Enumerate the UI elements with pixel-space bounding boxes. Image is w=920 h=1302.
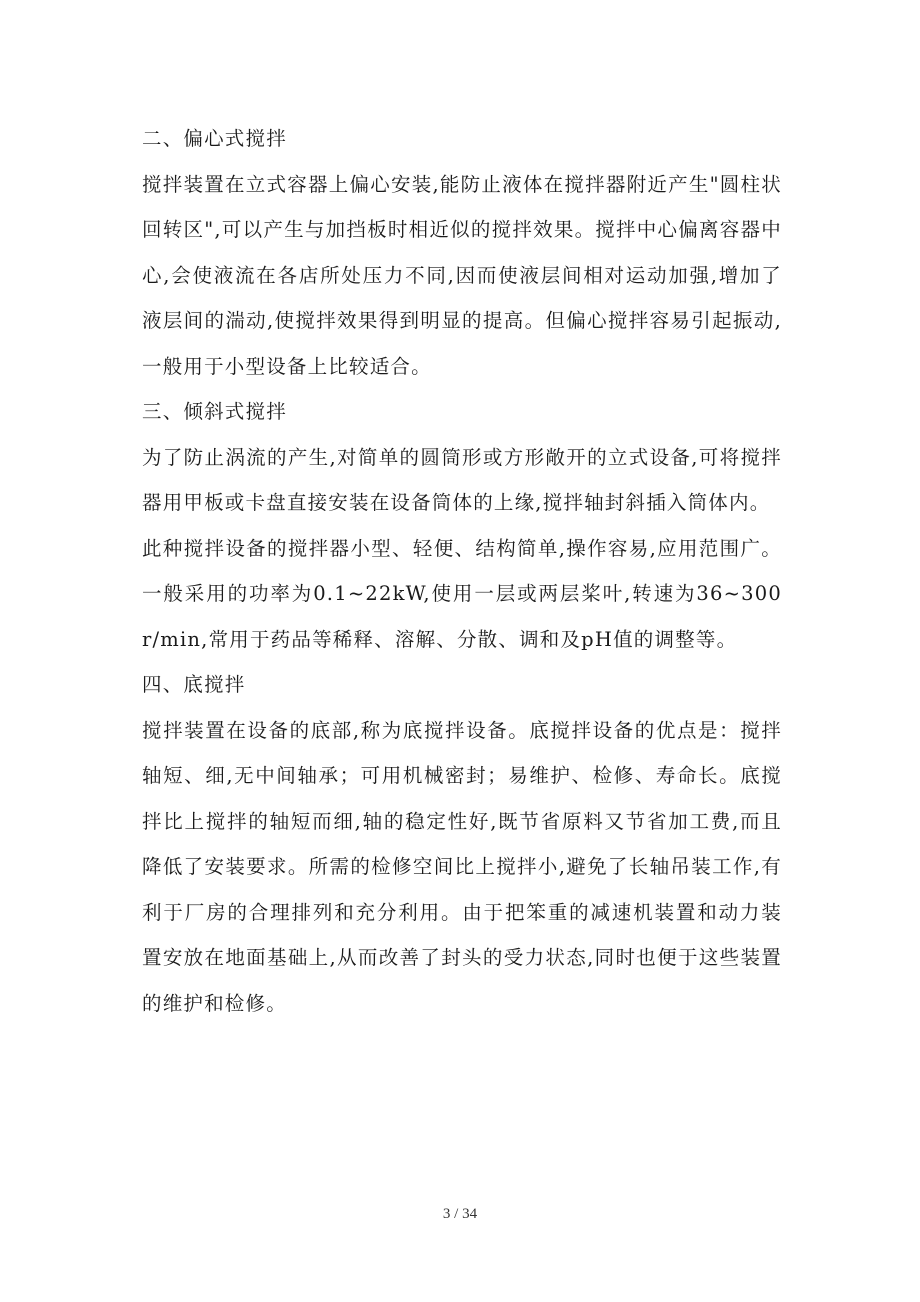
- paragraph-inclined-2: 此种搅拌设备的搅拌器小型、轻便、结构简单,操作容易,应用范围广。一般采用的功率为0.1~22kW,使用一层或两层桨叶,转速为36~300r/min,常用于药品等稀释、溶解、分散、调和及pH值的调整等。: [142, 536, 782, 651]
- section-heading-eccentric: 二、偏心式搅拌: [142, 127, 287, 150]
- paragraph-eccentric: 搅拌装置在立式容器上偏心安装,能防止液体在搅拌器附近产生"圆柱状回转区",可以产生与加挡板时相近似的搅拌效果。搅拌中心偏离容器中心,会使液流在各店所处压力不同,因而使液层间相对运动加强,增加了液层间的湍动,使搅拌效果得到明显的提高。但偏心搅拌容易引起振动,一般用于小型设备上比较适合。: [142, 172, 782, 378]
- section-heading-bottom: 四、底搅拌: [142, 673, 246, 696]
- page-number: 3 / 34: [442, 1206, 478, 1222]
- section-heading-inclined: 三、倾斜式搅拌: [142, 400, 287, 423]
- paragraph-inclined-1: 为了防止涡流的产生,对简单的圆筒形或方形敞开的立式设备,可将搅拌器用甲板或卡盘直接安装在设备筒体的上缘,搅拌轴封斜插入筒体内。: [142, 445, 782, 514]
- document-body: [142, 116, 782, 1026]
- paragraph-bottom: 搅拌装置在设备的底部,称为底搅拌设备。底搅拌设备的优点是：搅拌轴短、细,无中间轴承；可用机械密封；易维护、检修、寿命长。底搅拌比上搅拌的轴短而细,轴的稳定性好,既节省原料又节省加工费,而且降低了安装要求。所需的检修空间比上搅拌小,避免了长轴吊装工作,有利于厂房的合理排列和充分利用。由于把笨重的减速机装置和动力装置安放在地面基础上,从而改善了封头的受力状态,同时也便于这些装置的维护和检修。: [142, 718, 782, 1015]
